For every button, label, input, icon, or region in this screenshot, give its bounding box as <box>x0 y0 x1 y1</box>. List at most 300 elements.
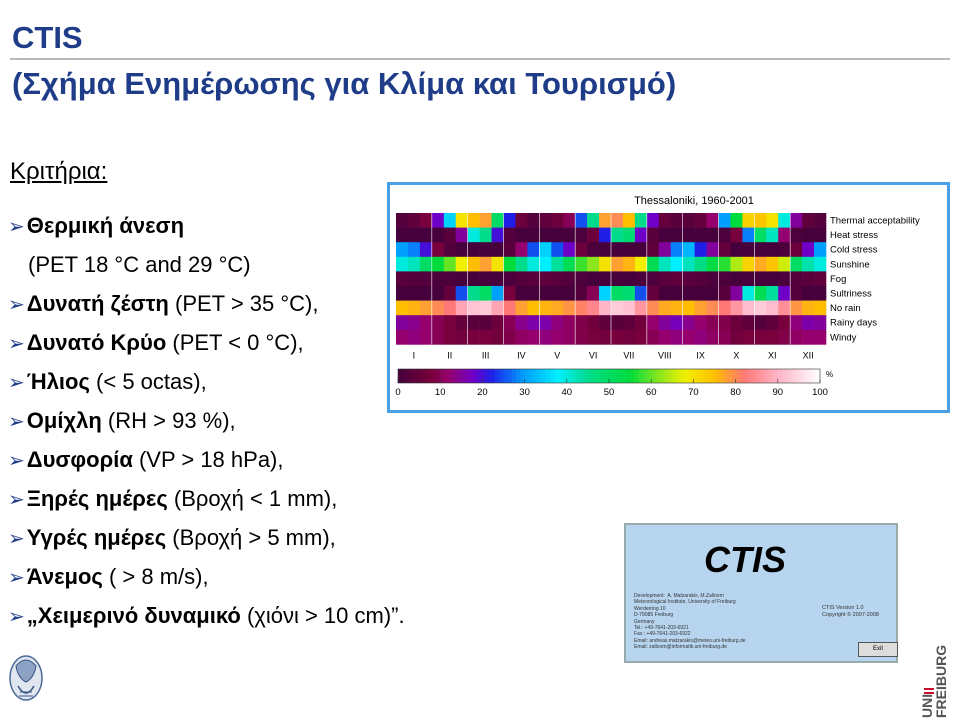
heatmap-cell <box>683 330 695 345</box>
heatmap-cell <box>707 315 719 330</box>
colorbar-segment <box>613 369 618 383</box>
colorbar-segment <box>719 369 724 383</box>
arrow-bullet-icon: ➢ <box>8 450 25 472</box>
colorbar-tick-label: 80 <box>730 387 741 398</box>
heatmap-cell <box>623 330 635 345</box>
heatmap-cell <box>647 330 659 345</box>
ctis-logo: CTIS <box>704 539 787 580</box>
heatmap-cell <box>659 257 671 272</box>
heatmap-cell <box>671 257 683 272</box>
heatmap-cell <box>444 213 456 228</box>
heatmap-cell <box>551 330 563 345</box>
heatmap-cell <box>814 228 826 243</box>
colorbar-segment <box>579 369 584 383</box>
colorbar-segment <box>546 369 551 383</box>
colorbar-tick-label: 30 <box>519 387 530 398</box>
slide-title: CTIS <box>12 20 83 55</box>
colorbar-segment <box>622 369 627 383</box>
colorbar-segment <box>736 369 741 383</box>
colorbar-segment <box>457 369 462 383</box>
chart-title: Thessaloniki, 1960-2001 <box>634 195 754 207</box>
colorbar-segment <box>466 369 471 383</box>
heatmap-cell <box>420 301 432 316</box>
heatmap-cell <box>683 315 695 330</box>
heatmap-cell <box>563 257 575 272</box>
heatmap-cell <box>527 228 539 243</box>
heatmap-cell <box>766 286 778 301</box>
heatmap-cell <box>742 242 754 257</box>
month-tick-label: IV <box>517 350 526 361</box>
heatmap-cell <box>707 330 719 345</box>
heatmap-cell <box>623 315 635 330</box>
colorbar-segment <box>634 369 639 383</box>
heatmap-cell <box>480 315 492 330</box>
arrow-bullet-icon: ➢ <box>8 489 25 511</box>
heatmap-cell <box>790 242 802 257</box>
criterion-item <box>8 486 337 512</box>
heatmap-cell <box>515 315 527 330</box>
arrow-bullet-icon: ➢ <box>8 294 25 316</box>
criterion-detail: (PET < 0 °C), <box>166 330 304 355</box>
version-text: CTIS Version 1.0 <box>822 605 864 611</box>
heatmap-cell <box>695 228 707 243</box>
heatmap-cell <box>707 242 719 257</box>
heatmap-cell <box>396 271 408 286</box>
heatmap-cell <box>671 286 683 301</box>
colorbar-segment <box>803 369 808 383</box>
heatmap-cell <box>480 330 492 345</box>
heatmap-cell <box>778 286 790 301</box>
colorbar-segment <box>799 369 804 383</box>
heatmap-cell <box>527 286 539 301</box>
heatmap-cell <box>527 271 539 286</box>
heatmap-row-label: Fog <box>830 273 847 285</box>
heatmap-cell <box>420 271 432 286</box>
criterion-name: Δυνατό Κρύο <box>26 330 167 355</box>
colorbar-segment <box>617 369 622 383</box>
colorbar-segment <box>444 369 449 383</box>
heatmap-cell <box>551 213 563 228</box>
colorbar-segment <box>786 369 791 383</box>
heatmap-cell <box>623 271 635 286</box>
criterion-detail: (PET 18 °C and 29 °C) <box>28 252 251 277</box>
version-info <box>822 605 879 619</box>
heatmap-cell <box>408 257 420 272</box>
heatmap-cell <box>587 242 599 257</box>
heatmap-cell <box>408 228 420 243</box>
criterion-detail: (Βροχή < 1 mm), <box>167 486 338 511</box>
developer-info: Development: A. Matzarakis, M.Zalloom Meteorological Institute, University of Freiburg Werderring 10 D-79085 Freiburg Germany Tel.: +49-7641-203-6921 Fax.: +49-7641-203-6922 Email: andreas.matzarakis@meteo.uni-freiburg.de Email: zalloom@informatik.uni-freiburg.de <box>634 593 746 651</box>
criterion-name: Ομίχλη <box>26 408 102 433</box>
colorbar-segment <box>398 369 403 383</box>
colorbar-tick-label: 70 <box>688 387 699 398</box>
month-tick-label: I <box>412 350 416 361</box>
heatmap-cell <box>539 286 551 301</box>
heatmap-cell <box>599 315 611 330</box>
heatmap-cell <box>539 213 551 228</box>
heatmap-cell <box>730 242 742 257</box>
heatmap-cell <box>659 286 671 301</box>
heatmap-cell <box>539 271 551 286</box>
heatmap-cell <box>778 271 790 286</box>
uni-freiburg-logo <box>906 640 960 720</box>
heatmap-cell <box>599 228 611 243</box>
colorbar-segment <box>588 369 593 383</box>
criterion-name: Θερμική άνεση <box>26 213 185 238</box>
heatmap-cell <box>766 257 778 272</box>
colorbar-tick-label: 40 <box>561 387 573 398</box>
heatmap-cell <box>659 213 671 228</box>
heatmap-cell <box>456 228 468 243</box>
colorbar-segment <box>567 369 572 383</box>
heatmap-cell <box>527 257 539 272</box>
heatmap-cell <box>707 301 719 316</box>
colorbar-segment <box>685 369 690 383</box>
criterion-detail: (Βροχή > 5 mm), <box>166 525 336 550</box>
month-tick-label: VI <box>588 350 598 361</box>
heatmap-cell <box>444 315 456 330</box>
heatmap-cell <box>504 242 516 257</box>
heatmap-cell <box>730 330 742 345</box>
heatmap-cell <box>790 213 802 228</box>
heatmap-cell <box>492 301 504 316</box>
heatmap-cell <box>635 257 647 272</box>
heatmap-cell <box>790 301 802 316</box>
heatmap-cell <box>515 330 527 345</box>
heatmap-cell <box>551 228 563 243</box>
heatmap-cell <box>539 315 551 330</box>
heatmap-cell <box>635 271 647 286</box>
heatmap-cell <box>766 213 778 228</box>
heatmap-cell <box>754 301 766 316</box>
colorbar-segment <box>411 369 416 383</box>
heatmap-cell <box>587 271 599 286</box>
heatmap-cell <box>790 228 802 243</box>
heatmap-cell <box>730 301 742 316</box>
heatmap-row-label: Rainy days <box>830 317 877 329</box>
heatmap-cell <box>635 228 647 243</box>
heatmap-cell <box>527 301 539 316</box>
colorbar-segment <box>752 369 757 383</box>
heatmap-cell <box>504 315 516 330</box>
heatmap-cell <box>707 286 719 301</box>
heatmap-cell <box>802 242 814 257</box>
heatmap-cell <box>635 213 647 228</box>
colorbar-segment <box>474 369 479 383</box>
colorbar-segment <box>769 369 774 383</box>
heatmap-cell <box>551 286 563 301</box>
heatmap-cell <box>444 301 456 316</box>
heatmap-cell <box>647 301 659 316</box>
heatmap-cell <box>420 330 432 345</box>
month-tick-label: III <box>481 350 490 361</box>
heatmap-cell <box>408 271 420 286</box>
colorbar-segment <box>715 369 720 383</box>
exit-button[interactable]: Exit <box>858 642 898 657</box>
arrow-bullet-icon: ➢ <box>8 606 25 628</box>
criterion-name: Υγρές ημέρες <box>26 525 167 550</box>
heatmap-cell <box>623 228 635 243</box>
heatmap-cell <box>707 257 719 272</box>
heatmap-cell <box>802 315 814 330</box>
heatmap-cell <box>468 271 480 286</box>
heatmap-cell <box>468 213 480 228</box>
heatmap-cell <box>563 228 575 243</box>
heatmap-cell <box>444 228 456 243</box>
heatmap-cell <box>790 271 802 286</box>
criterion-detail: (PET > 35 °C), <box>168 291 319 316</box>
heatmap-cell <box>527 315 539 330</box>
colorbar-segment <box>537 369 542 383</box>
colorbar-segment <box>453 369 458 383</box>
heatmap-cell <box>766 301 778 316</box>
criterion-item <box>8 330 304 356</box>
heatmap-cell <box>515 228 527 243</box>
colorbar-segment <box>419 369 424 383</box>
heatmap-cell <box>802 257 814 272</box>
heatmap-cell <box>695 271 707 286</box>
heatmap-cell <box>587 286 599 301</box>
colorbar-segment <box>550 369 555 383</box>
heatmap-cell <box>396 213 408 228</box>
heatmap-cell <box>790 257 802 272</box>
heatmap-cell <box>778 301 790 316</box>
heatmap-cell <box>695 213 707 228</box>
colorbar-segment <box>660 369 665 383</box>
heatmap-cell <box>480 286 492 301</box>
heatmap-cell <box>599 286 611 301</box>
heatmap-cell <box>420 213 432 228</box>
heatmap-cell <box>539 242 551 257</box>
heatmap-cell <box>754 286 766 301</box>
colorbar-segment <box>508 369 513 383</box>
heatmap-cell <box>802 271 814 286</box>
colorbar-segment <box>807 369 812 383</box>
heatmap-cell <box>754 257 766 272</box>
heatmap-cell <box>468 228 480 243</box>
colorbar-segment <box>778 369 783 383</box>
colorbar-segment <box>406 369 411 383</box>
colorbar-segment <box>630 369 635 383</box>
university-seal-icon <box>4 648 48 712</box>
heatmap-cell <box>480 301 492 316</box>
heatmap-cell <box>420 286 432 301</box>
heatmap-cell <box>647 228 659 243</box>
colorbar-tick-label: 0 <box>395 387 401 398</box>
colorbar-segment <box>698 369 703 383</box>
heatmap-cell <box>432 242 444 257</box>
heatmap-cell <box>480 213 492 228</box>
heatmap-cell <box>778 330 790 345</box>
colorbar-segment <box>626 369 631 383</box>
criterion-item <box>28 252 251 278</box>
copyright-text: Copyright © 2007-2008 <box>822 612 879 618</box>
month-tick-label: VIII <box>657 350 672 361</box>
heatmap-cell <box>635 301 647 316</box>
colorbar-segment <box>639 369 644 383</box>
colorbar-segment <box>470 369 475 383</box>
heatmap-cell <box>492 242 504 257</box>
month-tick-label: XI <box>767 350 777 361</box>
heatmap-cell <box>504 330 516 345</box>
heatmap-cell <box>671 242 683 257</box>
colorbar-segment <box>706 369 711 383</box>
criterion-item <box>8 291 318 317</box>
heatmap-cell <box>551 315 563 330</box>
criterion-item <box>8 603 405 629</box>
heatmap-cell <box>623 242 635 257</box>
heatmap-cell <box>492 315 504 330</box>
heatmap-cell <box>575 213 587 228</box>
criteria-heading: Κριτήρια: <box>10 158 108 185</box>
title-divider <box>10 58 950 60</box>
heatmap-cell <box>671 228 683 243</box>
heatmap-cell <box>766 228 778 243</box>
heatmap-cell <box>587 228 599 243</box>
heatmap-cell <box>814 271 826 286</box>
colorbar-segment <box>461 369 466 383</box>
colorbar-unit: % <box>826 370 834 379</box>
heatmap-cell <box>611 271 623 286</box>
heatmap-cell <box>719 330 731 345</box>
colorbar-segment <box>482 369 487 383</box>
colorbar-segment <box>664 369 669 383</box>
heatmap-cell <box>766 242 778 257</box>
heatmap-cell <box>492 286 504 301</box>
heatmap-cell <box>707 213 719 228</box>
criterion-item <box>8 369 207 395</box>
month-tick-label: IX <box>696 350 705 361</box>
colorbar-segment <box>592 369 597 383</box>
heatmap-cell <box>659 271 671 286</box>
heatmap-row-label: Sultriness <box>830 288 872 300</box>
heatmap-cell <box>396 286 408 301</box>
heatmap-cell <box>539 330 551 345</box>
criterion-detail: (RH > 93 %), <box>101 408 236 433</box>
heatmap-cell <box>719 301 731 316</box>
criterion-item <box>8 525 336 551</box>
heatmap-cell <box>444 330 456 345</box>
criterion-detail: ( > 8 m/s), <box>102 564 209 589</box>
heatmap-cell <box>671 213 683 228</box>
heatmap-cell <box>707 271 719 286</box>
heatmap-cell <box>468 242 480 257</box>
heatmap-cell <box>659 301 671 316</box>
heatmap-cell <box>802 213 814 228</box>
heatmap-cell <box>587 213 599 228</box>
heatmap-cell <box>742 271 754 286</box>
heatmap-cell <box>695 330 707 345</box>
heatmap-cell <box>695 286 707 301</box>
colorbar-segment <box>491 369 496 383</box>
heatmap-cell <box>575 315 587 330</box>
heatmap-cell <box>408 301 420 316</box>
heatmap-cell <box>515 271 527 286</box>
heatmap-cell <box>456 257 468 272</box>
heatmap-cell <box>719 228 731 243</box>
heatmap-cell <box>599 257 611 272</box>
heatmap-cell <box>504 286 516 301</box>
colorbar-segment <box>765 369 770 383</box>
heatmap-cell <box>719 271 731 286</box>
heatmap-cell <box>527 242 539 257</box>
heatmap-row-label: Sunshine <box>830 259 870 271</box>
criterion-item <box>8 564 209 590</box>
colorbar-segment <box>415 369 420 383</box>
heatmap-cell <box>396 301 408 316</box>
colorbar-segment <box>575 369 580 383</box>
colorbar-segment <box>748 369 753 383</box>
heatmap-cell <box>611 330 623 345</box>
colorbar-tick-label: 90 <box>772 387 784 398</box>
colorbar-segment <box>533 369 538 383</box>
heatmap-cell <box>396 257 408 272</box>
heatmap-cell <box>456 315 468 330</box>
heatmap-cell <box>480 242 492 257</box>
colorbar-segment <box>668 369 673 383</box>
heatmap-cell <box>719 213 731 228</box>
heatmap-cell <box>563 286 575 301</box>
heatmap-cell <box>790 330 802 345</box>
colorbar-segment <box>449 369 454 383</box>
heatmap-cell <box>515 257 527 272</box>
heatmap-cell <box>742 213 754 228</box>
heatmap-row-label: Heat stress <box>830 230 879 242</box>
colorbar-segment <box>428 369 433 383</box>
heatmap-row-label: No rain <box>830 303 861 315</box>
heatmap-cell <box>408 242 420 257</box>
heatmap-cell <box>539 257 551 272</box>
heatmap-cell <box>480 271 492 286</box>
colorbar-segment <box>541 369 546 383</box>
heatmap-cell <box>492 330 504 345</box>
criterion-name: Ξηρές ημέρες <box>26 486 168 511</box>
criterion-name: „Χειμερινό δυναμικό <box>26 603 241 628</box>
colorbar-segment <box>596 369 601 383</box>
heatmap-cell <box>766 315 778 330</box>
heatmap-cell <box>647 271 659 286</box>
heatmap-cell <box>802 286 814 301</box>
heatmap-cell <box>683 301 695 316</box>
heatmap-cell <box>480 228 492 243</box>
colorbar-segment <box>757 369 762 383</box>
heatmap-cell <box>623 257 635 272</box>
heatmap-cell <box>683 271 695 286</box>
heatmap-cell <box>814 286 826 301</box>
colorbar-segment <box>609 369 614 383</box>
colorbar-segment <box>710 369 715 383</box>
heatmap-cell <box>504 228 516 243</box>
heatmap-cell <box>527 330 539 345</box>
heatmap-cell <box>468 257 480 272</box>
heatmap-cell <box>444 242 456 257</box>
heatmap-cell <box>420 257 432 272</box>
heatmap-cell <box>539 228 551 243</box>
criterion-item <box>8 447 284 473</box>
heatmap-cell <box>802 330 814 345</box>
heatmap-cell <box>563 330 575 345</box>
heatmap-cell <box>432 330 444 345</box>
colorbar-tick-label: 100 <box>812 387 828 398</box>
criterion-detail: (< 5 octas), <box>89 369 207 394</box>
heatmap-cell <box>480 257 492 272</box>
heatmap-cell <box>611 228 623 243</box>
heatmap-cell <box>683 228 695 243</box>
heatmap-cell <box>730 315 742 330</box>
heatmap-cell <box>742 315 754 330</box>
heatmap-cell <box>587 315 599 330</box>
heatmap-cell <box>492 213 504 228</box>
